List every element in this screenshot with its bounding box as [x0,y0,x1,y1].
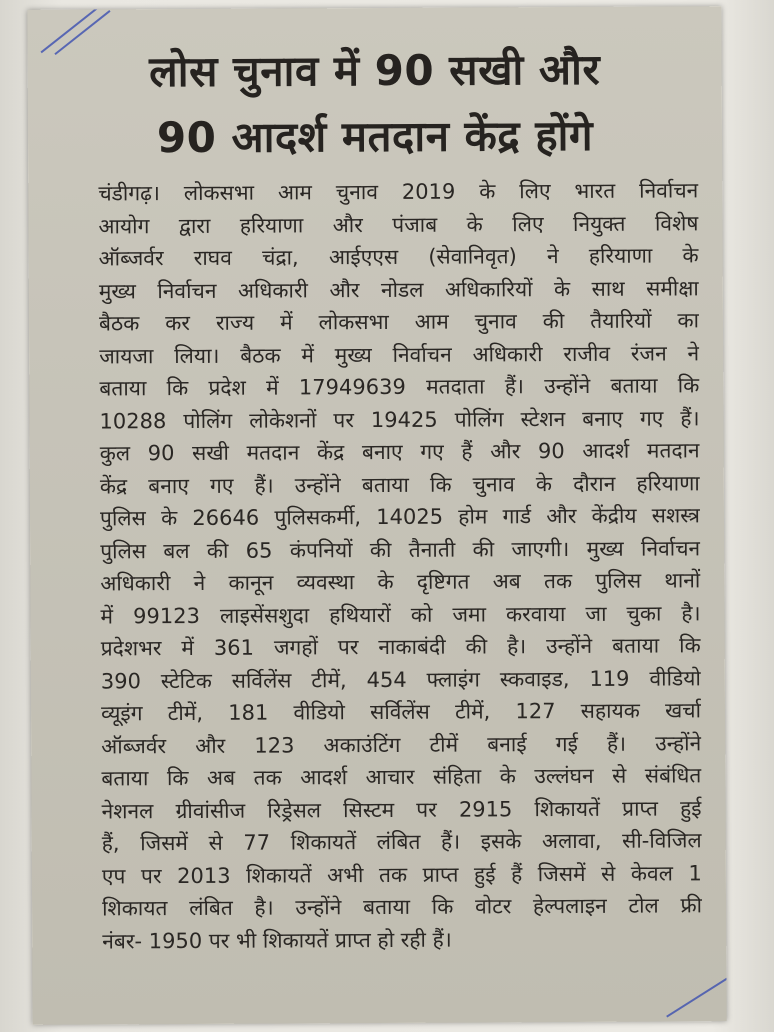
headline-line-1: लोस चुनाव में 90 सखी और [149,44,601,97]
body-line-final: नंबर- 1950 पर भी शिकायतें प्राप्त हो रही हैं। [102,927,452,953]
headline-line-2: 90 आदर्श मतदान केंद्र होंगे [156,110,594,163]
body-line: कुल 90 सखी मतदान केंद्र बनाए गए हैं और 90 आदर्श मतदान [99,438,700,466]
body-line: ऑब्जर्वर राघव चंद्रा, आईएएस (सेवानिवृत) ने हरियाणा के [98,243,699,271]
body-line: अधिकारी ने कानून व्यवस्था के दृष्टिगत अब तक पुलिस थानों [100,568,701,596]
body-line: केंद्र बनाए गए हैं। उन्होंने बताया कि चुनाव के दौरान हरियाणा [99,470,700,498]
body-line: पुलिस बल की 65 कंपनियों की तैनाती की जाएगी। मुख्य निर्वाचन [100,535,701,563]
body-line: प्रदेशभर में 361 जगहों पर नाकाबंदी की है। उन्होंने बताया कि [100,633,701,661]
body-line: व्यूइंग टीमें, 181 वीडियो सर्विलेंस टीमें, 127 सहायक खर्चा [100,698,702,726]
body-line: बताया कि प्रदेश में 17949639 मतदाता हैं। उन्होंने बताया कि [99,373,700,401]
body-line: आयोग द्वारा हरियाणा और पंजाब के लिए नियुक्त विशेष [98,210,699,238]
body-line: में 99123 लाइसेंसशुदा हथियारों को जमा करवाया जा चुका है। [100,600,701,628]
body-line: 390 स्टेटिक सर्विलेंस टीमें, 454 फ्लाइंग स्कवाइड, 119 वीडियो [100,665,701,693]
body-line: ऑब्जर्वर और 123 अकाउंटिंग टीमें बनाई गई हैं। उन्होंने [101,730,702,758]
pen-mark-bottom-right [666,973,726,1017]
body-line: शिकायत लंबित है। उन्होंने बताया कि वोटर हेल्पलाइन टोल फ्री [101,893,703,921]
body-line: हैं, जिसमें से 77 शिकायतें लंबित हैं। इसके अलावा, सी-विजिल [101,828,702,856]
body-line: मुख्य निर्वाचन अधिकारी और नोडल अधिकारियों के साथ समीक्षा [98,275,699,303]
body-line: 10288 पोलिंग लोकेशनों पर 19425 पोलिंग स्टेशन बनाए गए हैं। [99,405,700,433]
newspaper-clipping [27,6,726,1025]
body-line: चंडीगढ़। लोकसभा आम चुनाव 2019 के लिए भारत निर्वाचन [98,178,699,206]
body-line: जायजा लिया। बैठक में मुख्य निर्वाचन अधिकारी राजीव रंजन ने [99,340,700,368]
headline [28,36,723,172]
body-line: एप पर 2013 शिकायतें अभी तक प्राप्त हुई हैं जिसमें से केवल 1 [101,860,702,888]
article-body [98,174,702,957]
body-line: बताया कि अब तक आदर्श आचार संहिता के उल्लंघन से संबंधित [101,763,702,791]
body-line: पुलिस के 26646 पुलिसकर्मी, 14025 होम गार्ड और केंद्रीय सशस्त्र [99,503,701,531]
body-line: नेशनल ग्रीवांसीज रिड्रेसल सिस्टम पर 2915 शिकायतें प्राप्त हुई [101,795,702,823]
body-line: बैठक कर राज्य में लोकसभा आम चुनाव की तैयारियों का [98,308,700,336]
